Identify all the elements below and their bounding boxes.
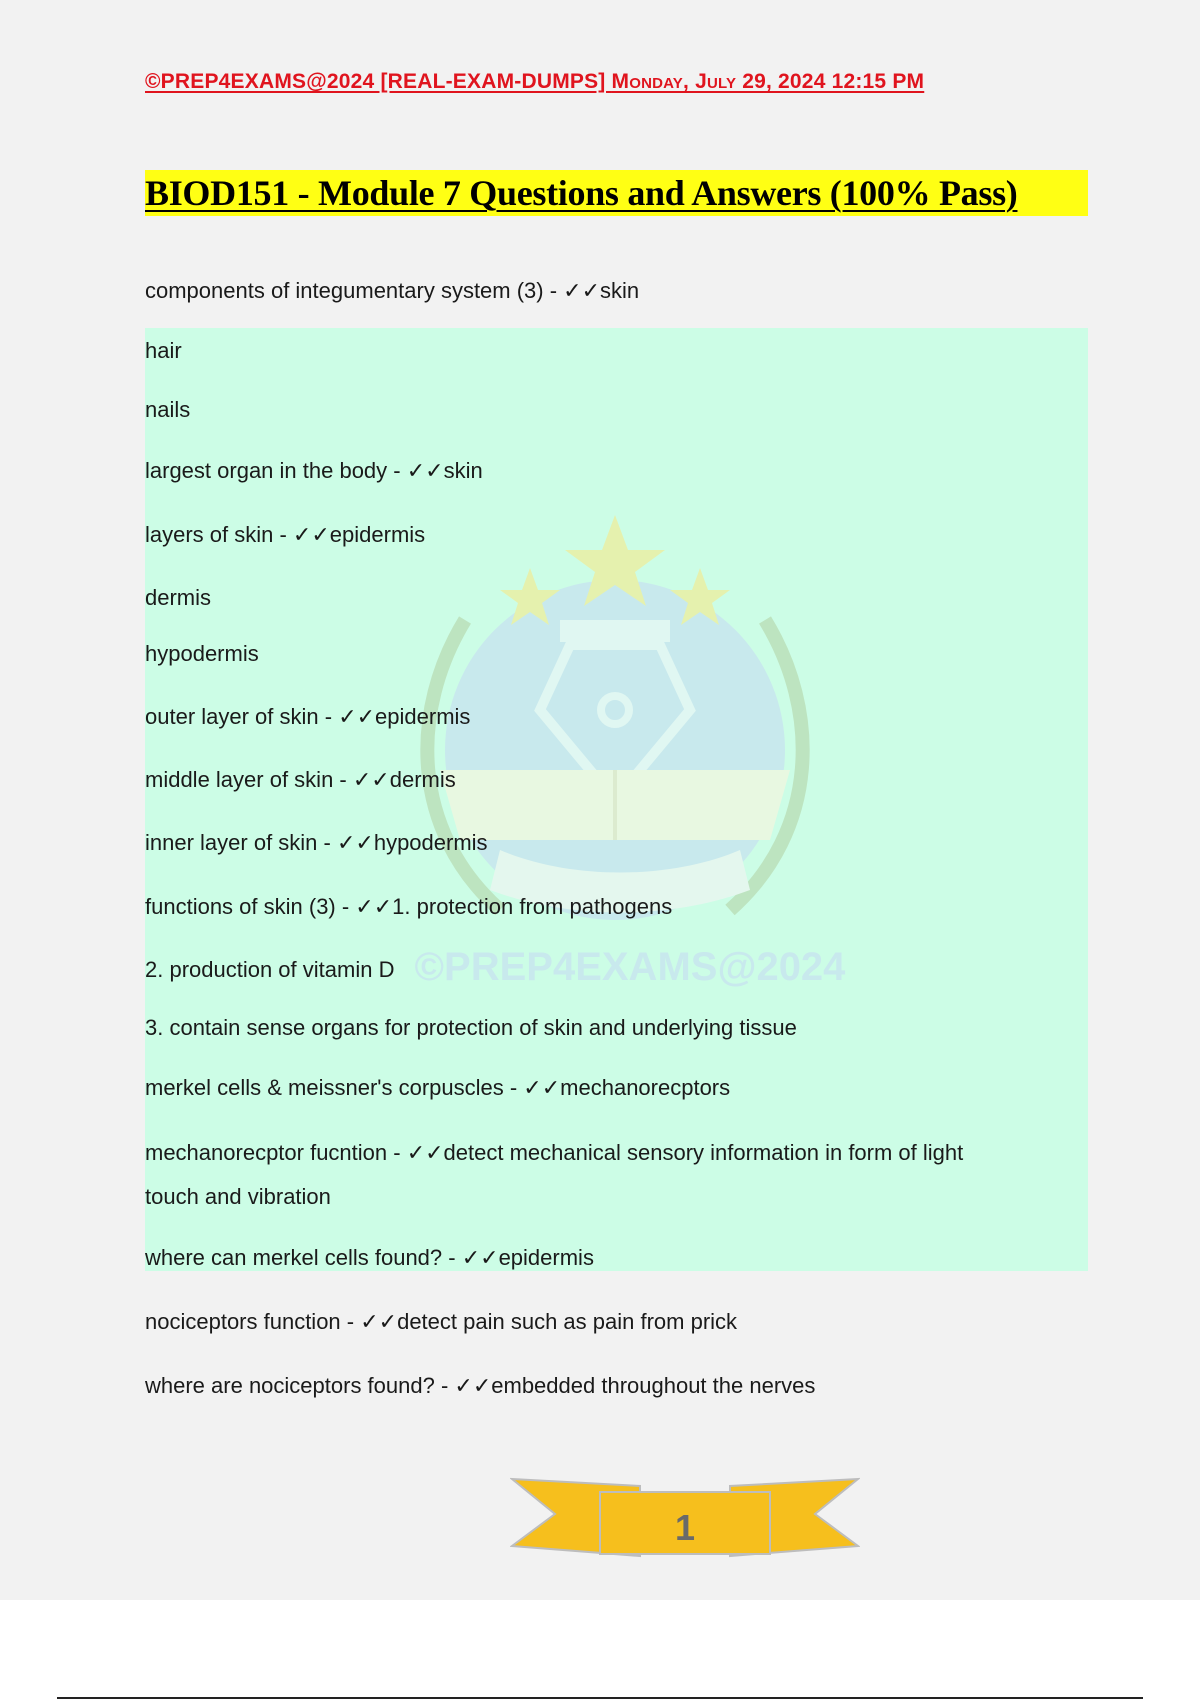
watermark-text: ©PREP4EXAMS@2024 [414, 945, 846, 989]
qa-line: largest organ in the body - ✓✓skin [145, 458, 483, 483]
qa-line: hair [145, 338, 182, 363]
qa-line: where can merkel cells found? - ✓✓epidermis [145, 1245, 594, 1270]
qa-line: middle layer of skin - ✓✓dermis [145, 767, 456, 792]
qa-line: nociceptors function - ✓✓detect pain such as pain from prick [145, 1309, 738, 1334]
document-title: BIOD151 - Module 7 Questions and Answers (100% Pass) [145, 170, 1088, 216]
qa-line: hypodermis [145, 641, 259, 666]
page-number: 1 [674, 1507, 696, 1548]
header-datetime: Monday, July 29, 2024 12:15 PM [611, 70, 925, 93]
qa-line: outer layer of skin - ✓✓epidermis [145, 704, 471, 729]
qa-line: components of integumentary system (3) - ✓✓skin [145, 278, 640, 303]
qa-line: merkel cells & meissner's corpuscles - ✓✓mechanorecptors [145, 1075, 731, 1100]
qa-line: functions of skin (3) - ✓✓1. protection from pathogens [145, 894, 673, 919]
qa-line: nails [145, 397, 191, 422]
qa-line: 3. contain sense organs for protection of skin and underlying tissue [145, 1015, 797, 1040]
qa-line: 2. production of vitamin D [145, 957, 395, 982]
header-prefix: ©PREP4EXAMS@2024 [REAL-EXAM-DUMPS] [145, 70, 612, 93]
qa-line: mechanorecptor fucntion - ✓✓detect mechanical sensory information in form of light [145, 1140, 964, 1165]
qa-line: dermis [145, 585, 212, 610]
qa-line: touch and vibration [145, 1184, 331, 1209]
qa-line: where are nociceptors found? - ✓✓embedded throughout the nerves [145, 1373, 816, 1398]
page-header [145, 70, 924, 94]
qa-line: layers of skin - ✓✓epidermis [145, 522, 426, 547]
bottom-divider [57, 1697, 1143, 1699]
qa-line: inner layer of skin - ✓✓hypodermis [145, 830, 488, 855]
